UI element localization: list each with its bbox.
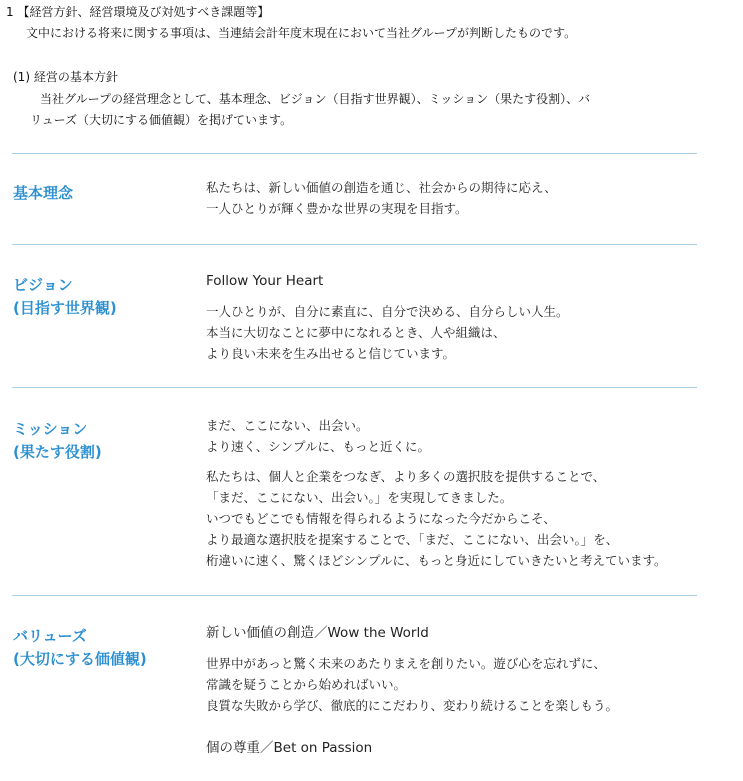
row-content-mission	[206, 415, 706, 571]
row-label-basic-philosophy: 基本理念	[13, 184, 74, 202]
row-label-mission: ミッション	[13, 420, 88, 438]
text-line: 一人ひとりが輝く豊かな世界の実現を目指す。	[206, 201, 468, 216]
vision-title: Follow Your Heart	[206, 273, 324, 289]
mission-title-line: より速く、シンプルに、もっと近くに。	[206, 439, 430, 454]
text-line: 私たちは、新しい価値の創造を通じ、社会からの期待に応え、	[206, 180, 557, 195]
row-label-mission-sub: (果たす役割)	[13, 443, 102, 461]
text-line: 「まだ、ここにない、出会い。」を実現してきました。	[206, 490, 513, 505]
divider	[12, 153, 697, 154]
divider	[12, 244, 697, 245]
divider	[12, 387, 697, 388]
text-line: 良質な失敗から学び、徹底的にこだわり、変わり続けることを楽しもう。	[206, 698, 619, 713]
row-content-basic-philosophy	[206, 177, 706, 219]
values-title: 新しい価値の創造／Wow the World	[206, 625, 429, 641]
row-label-values-sub: (大切にする価値観)	[13, 650, 147, 668]
text-line: 本当に大切なことに夢中になれるとき、人や組織は、	[206, 325, 506, 340]
sub-section-title: (1) 経営の基本方針	[13, 70, 118, 84]
text-line: いつでもどこでも情報を得られるようになった今だからこそ、	[206, 511, 556, 526]
intro-line-1: 当社グループの経営理念として、基本理念、ビジョン（目指す世界観）、ミッション（果たす役割）、バ	[40, 92, 591, 106]
row-content-vision	[206, 271, 706, 364]
mission-title-line: まだ、ここにない、出会い。	[206, 418, 369, 433]
text-line: 常識を疑うことから始めればいい。	[206, 677, 407, 692]
intro-line-2: リューズ（大切にする価値観）を掲げています。	[30, 113, 293, 127]
divider	[12, 595, 697, 596]
text-line: 桁違いに速く、驚くほどシンプルに、もっと身近にしていきたいと考えています。	[206, 553, 667, 568]
section-title: 1 【経営方針、経営環境及び対処すべき課題等】	[6, 5, 270, 19]
row-label-vision-sub: (目指す世界観)	[13, 299, 117, 317]
values-title-2: 個の尊重／Bet on Passion	[206, 740, 373, 756]
text-line: 私たちは、個人と企業をつなぎ、より多くの選択肢を提供することで、	[206, 469, 606, 484]
text-line: より最適な選択肢を提案することで、「まだ、ここにない、出会い。」を、	[206, 532, 619, 547]
row-label-values: バリューズ	[13, 627, 87, 645]
text-line: より良い未来を生み出せると信じています。	[206, 346, 456, 361]
row-content-values	[206, 623, 706, 759]
text-line: 一人ひとりが、自分に素直に、自分で決める、自分らしい人生。	[206, 304, 569, 319]
forward-looking-note: 文中における将来に関する事項は、当連結会計年度末現在において当社グループが判断したものです。	[26, 26, 577, 40]
row-label-vision: ビジョン	[13, 276, 73, 294]
text-line: 世界中があっと驚く未来のあたりまえを創りたい。遊び心を忘れずに、	[206, 656, 606, 671]
